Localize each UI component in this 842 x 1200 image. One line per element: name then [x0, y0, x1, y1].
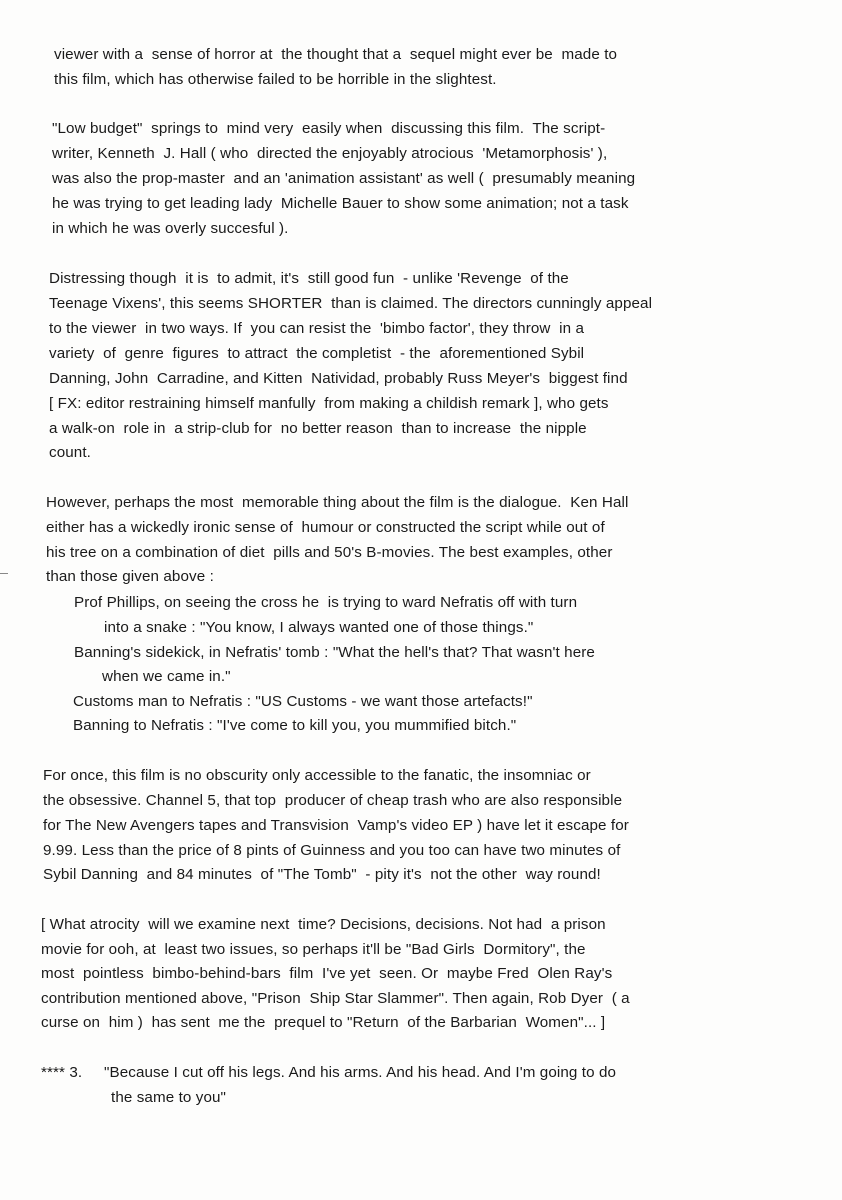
text-line: his tree on a combination of diet pills and 50's B-movies. The best examples, other [46, 544, 613, 561]
dialogue-quote: Banning's sidekick, in Nefratis' tomb : "What the hell's that? That wasn't here [74, 644, 595, 661]
text-line: for The New Avengers tapes and Transvision Vamp's video EP ) have let it escape for [43, 817, 629, 834]
text-line: most pointless bimbo-behind-bars film I've yet seen. Or maybe Fred Olen Ray's [41, 965, 613, 982]
text-line: 9.99. Less than the price of 8 pints of Guinness and you too can have two minutes of [43, 842, 621, 859]
text-line: [ FX: editor restraining himself manfully from making a childish remark ], who gets [49, 395, 609, 412]
dialogue-quote-continuation: when we came in." [102, 668, 231, 685]
text-line: viewer with a sense of horror at the thought that a sequel might ever be made to [54, 46, 618, 63]
text-line: curse on him ) has sent me the prequel to "Return of the Barbarian Women"... ] [41, 1014, 606, 1031]
footnote-text-continuation: the same to you" [111, 1089, 227, 1106]
text-line: However, perhaps the most memorable thing about the film is the dialogue. Ken Hall [46, 494, 629, 511]
text-line: Sybil Danning and 84 minutes of "The Tomb" - pity it's not the other way round! [43, 866, 601, 883]
text-line: Teenage Vixens', this seems SHORTER than is claimed. The directors cunningly appeal [49, 295, 653, 312]
footnote-text: "Because I cut off his legs. And his arms. And his head. And I'm going to do [104, 1064, 617, 1081]
text-line: in which he was overly succesful ). [52, 220, 289, 237]
text-line: For once, this film is no obscurity only accessible to the fanatic, the insomniac or [43, 767, 591, 784]
text-line: writer, Kenneth J. Hall ( who directed the enjoyably atrocious 'Metamorphosis' ), [52, 145, 608, 162]
text-line: movie for ooh, at least two issues, so perhaps it'll be "Bad Girls Dormitory", the [41, 941, 586, 958]
text-line: variety of genre figures to attract the completist - the aforementioned Sybil [49, 345, 585, 362]
text-line: he was trying to get leading lady Michelle Bauer to show some animation; not a task [52, 195, 629, 212]
text-line: Danning, John Carradine, and Kitten Natividad, probably Russ Meyer's biggest find [49, 370, 628, 387]
dialogue-quote: Banning to Nefratis : "I've come to kill you, you mummified bitch." [73, 717, 517, 734]
text-line: to the viewer in two ways. If you can resist the 'bimbo factor', they throw in a [49, 320, 585, 337]
text-line: either has a wickedly ironic sense of humour or constructed the script while out of [46, 519, 605, 536]
dialogue-quote: Customs man to Nefratis : "US Customs - we want those artefacts!" [73, 693, 533, 710]
text-line: the obsessive. Channel 5, that top producer of cheap trash who are also responsible [43, 792, 623, 809]
text-line: than those given above : [46, 568, 214, 585]
text-line: was also the prop-master and an 'animation assistant' as well ( presumably meaning [52, 170, 636, 187]
footnote-marker: **** 3. [41, 1064, 83, 1081]
text-line: count. [49, 444, 91, 461]
text-line: Distressing though it is to admit, it's still good fun - unlike 'Revenge of the [49, 270, 569, 287]
margin-mark [0, 573, 8, 574]
dialogue-quote-continuation: into a snake : "You know, I always wanted one of those things." [104, 619, 534, 636]
text-line: a walk-on role in a strip-club for no better reason than to increase the nipple [49, 420, 587, 437]
text-line: "Low budget" springs to mind very easily when discussing this film. The script- [52, 120, 606, 137]
text-line: [ What atrocity will we examine next time? Decisions, decisions. Not had a prison [41, 916, 606, 933]
text-line: contribution mentioned above, "Prison Ship Star Slammer". Then again, Rob Dyer ( a [41, 990, 630, 1007]
dialogue-quote: Prof Phillips, on seeing the cross he is trying to ward Nefratis off with turn [74, 594, 578, 611]
text-line: this film, which has otherwise failed to be horrible in the slightest. [54, 71, 497, 88]
